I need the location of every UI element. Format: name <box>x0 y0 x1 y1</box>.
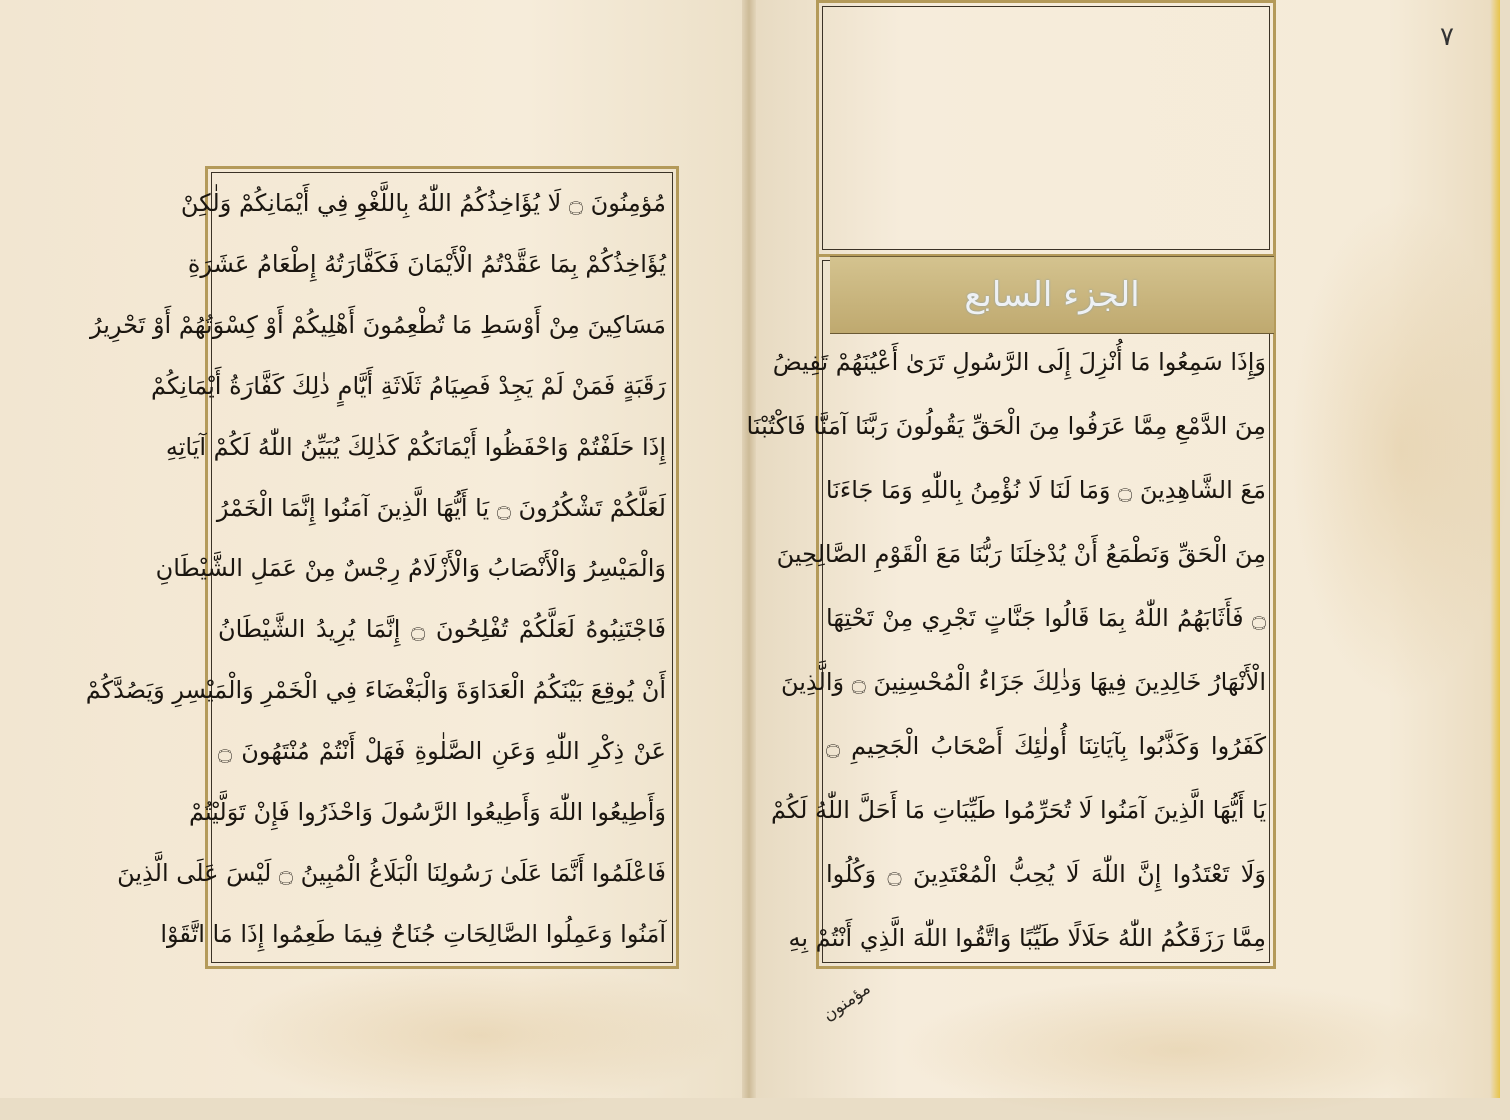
right-line: وَلَا تَعْتَدُوا إِنَّ اللّٰهَ لَا يُحِبُّ الْمُعْتَدِينَ ۝ وَكُلُوا <box>826 860 1266 888</box>
left-line: أَنْ يُوقِعَ بَيْنَكُمُ الْعَدَاوَةَ وَالْبَغْضَاءَ فِي الْخَمْرِ وَالْمَيْسِرِ وَيَصُدَّكُمْ <box>85 676 666 705</box>
left-line: فَاعْلَمُوا أَنَّمَا عَلَىٰ رَسُولِنَا الْبَلَاغُ الْمُبِينُ ۝ لَيْسَ عَلَى الَّذِينَ <box>117 858 666 887</box>
right-line: مَعَ الشَّاهِدِينَ ۝ وَمَا لَنَا لَا نُؤْمِنُ بِاللّٰهِ وَمَا جَاءَنَا <box>825 476 1266 504</box>
water-stain <box>1290 200 1510 700</box>
right-line: ۝ فَأَثَابَهُمُ اللّٰهُ بِمَا قَالُوا جَنَّاتٍ تَجْرِي مِنْ تَحْتِهَا <box>826 604 1266 632</box>
juz-heading-band <box>830 256 1274 334</box>
left-line: وَالْمَيْسِرُ وَالْأَنْصَابُ وَالْأَزْلَامُ رِجْسٌ مِنْ عَمَلِ الشَّيْطَانِ <box>155 554 666 583</box>
left-line: لَعَلَّكُمْ تَشْكُرُونَ ۝ يَا أَيُّهَا الَّذِينَ آمَنُوا إِنَّمَا الْخَمْرُ <box>216 493 666 522</box>
right-line: الْأَنْهَارُ خَالِدِينَ فِيهَا وَذٰلِكَ جَزَاءُ الْمُحْسِنِينَ ۝ وَالَّذِينَ <box>780 668 1266 696</box>
right-upper-frame <box>816 0 1276 256</box>
left-text-block <box>85 181 666 956</box>
right-line: يَا أَيُّهَا الَّذِينَ آمَنُوا لَا تُحَرِّمُوا طَيِّبَاتِ مَا أَحَلَّ اللّٰهُ لَكُمْ <box>770 796 1266 824</box>
left-line: فَاجْتَنِبُوهُ لَعَلَّكُمْ تُفْلِحُونَ ۝ إِنَّمَا يُرِيدُ الشَّيْطَانُ <box>218 615 666 644</box>
left-line: إِذَا حَلَفْتُمْ وَاحْفَظُوا أَيْمَانَكُمْ كَذٰلِكَ يُبَيِّنُ اللّٰهُ لَكُمْ آيَاتِهِ <box>165 432 666 461</box>
folio-number: ٧ <box>1440 22 1454 52</box>
juz-heading: الجزء السابع <box>964 275 1140 315</box>
left-text-frame <box>85 166 679 969</box>
water-stain <box>900 980 1460 1120</box>
right-line: وَإِذَا سَمِعُوا مَا أُنْزِلَ إِلَى الرَّسُولِ تَرَىٰ أَعْيُنَهُمْ تَفِيضُ <box>772 348 1266 376</box>
left-line: رَقَبَةٍ فَمَنْ لَمْ يَجِدْ فَصِيَامُ ثَلَاثَةِ أَيَّامٍ ذٰلِكَ كَفَّارَةُ أَيْمَانِكُمْ <box>151 371 666 400</box>
water-stain <box>230 960 730 1110</box>
left-line: مُؤمِنُونَ ۝ لَا يُؤَاخِذُكُمُ اللّٰهُ بِاللَّغْوِ فِي أَيْمَانِكُمْ وَلٰكِنْ <box>180 189 666 217</box>
right-line: مِنَ الدَّمْعِ مِمَّا عَرَفُوا مِنَ الْحَقِّ يَقُولُونَ رَبَّنَا آمَنَّا فَاكْتُبْنَا <box>746 412 1266 440</box>
left-line: آمَنُوا وَعَمِلُوا الصَّالِحَاتِ جُنَاحٌ فِيمَا طَعِمُوا إِذَا مَا اتَّقَوْا <box>160 919 666 948</box>
right-line: مِنَ الْحَقِّ وَنَطْمَعُ أَنْ يُدْخِلَنَا رَبُّنَا مَعَ الْقَوْمِ الصَّالِحِينَ <box>776 540 1266 568</box>
right-line: مِمَّا رَزَقَكُمُ اللّٰهُ حَلَالًا طَيِّبًا وَاتَّقُوا اللّٰهَ الَّذِي أَنْتُمْ بِهِ <box>788 924 1266 952</box>
page-edge <box>1490 0 1500 1098</box>
catchword: مؤمنون <box>819 978 875 1026</box>
right-line: كَفَرُوا وَكَذَّبُوا بِآيَاتِنَا أُولٰئِكَ أَصْحَابُ الْجَحِيمِ ۝ <box>826 732 1266 760</box>
book-gutter <box>742 0 756 1098</box>
left-line: يُؤَاخِذُكُمْ بِمَا عَقَّدْتُمُ الْأَيْمَانَ فَكَفَّارَتُهُ إِطْعَامُ عَشَرَةِ <box>187 249 666 278</box>
left-line: مَسَاكِينَ مِنْ أَوْسَطِ مَا تُطْعِمُونَ أَهْلِيكُمْ أَوْ كِسْوَتُهُمْ أَوْ تَحْرِيرُ <box>90 310 666 339</box>
right-text-block <box>746 340 1266 960</box>
left-line: عَنْ ذِكْرِ اللّٰهِ وَعَنِ الصَّلٰوةِ فَهَلْ أَنْتُمْ مُنْتَهُونَ ۝ <box>218 737 666 766</box>
left-line: وَأَطِيعُوا اللّٰهَ وَأَطِيعُوا الرَّسُولَ وَاحْذَرُوا فَإِنْ تَوَلَّيْتُمْ <box>188 798 666 827</box>
